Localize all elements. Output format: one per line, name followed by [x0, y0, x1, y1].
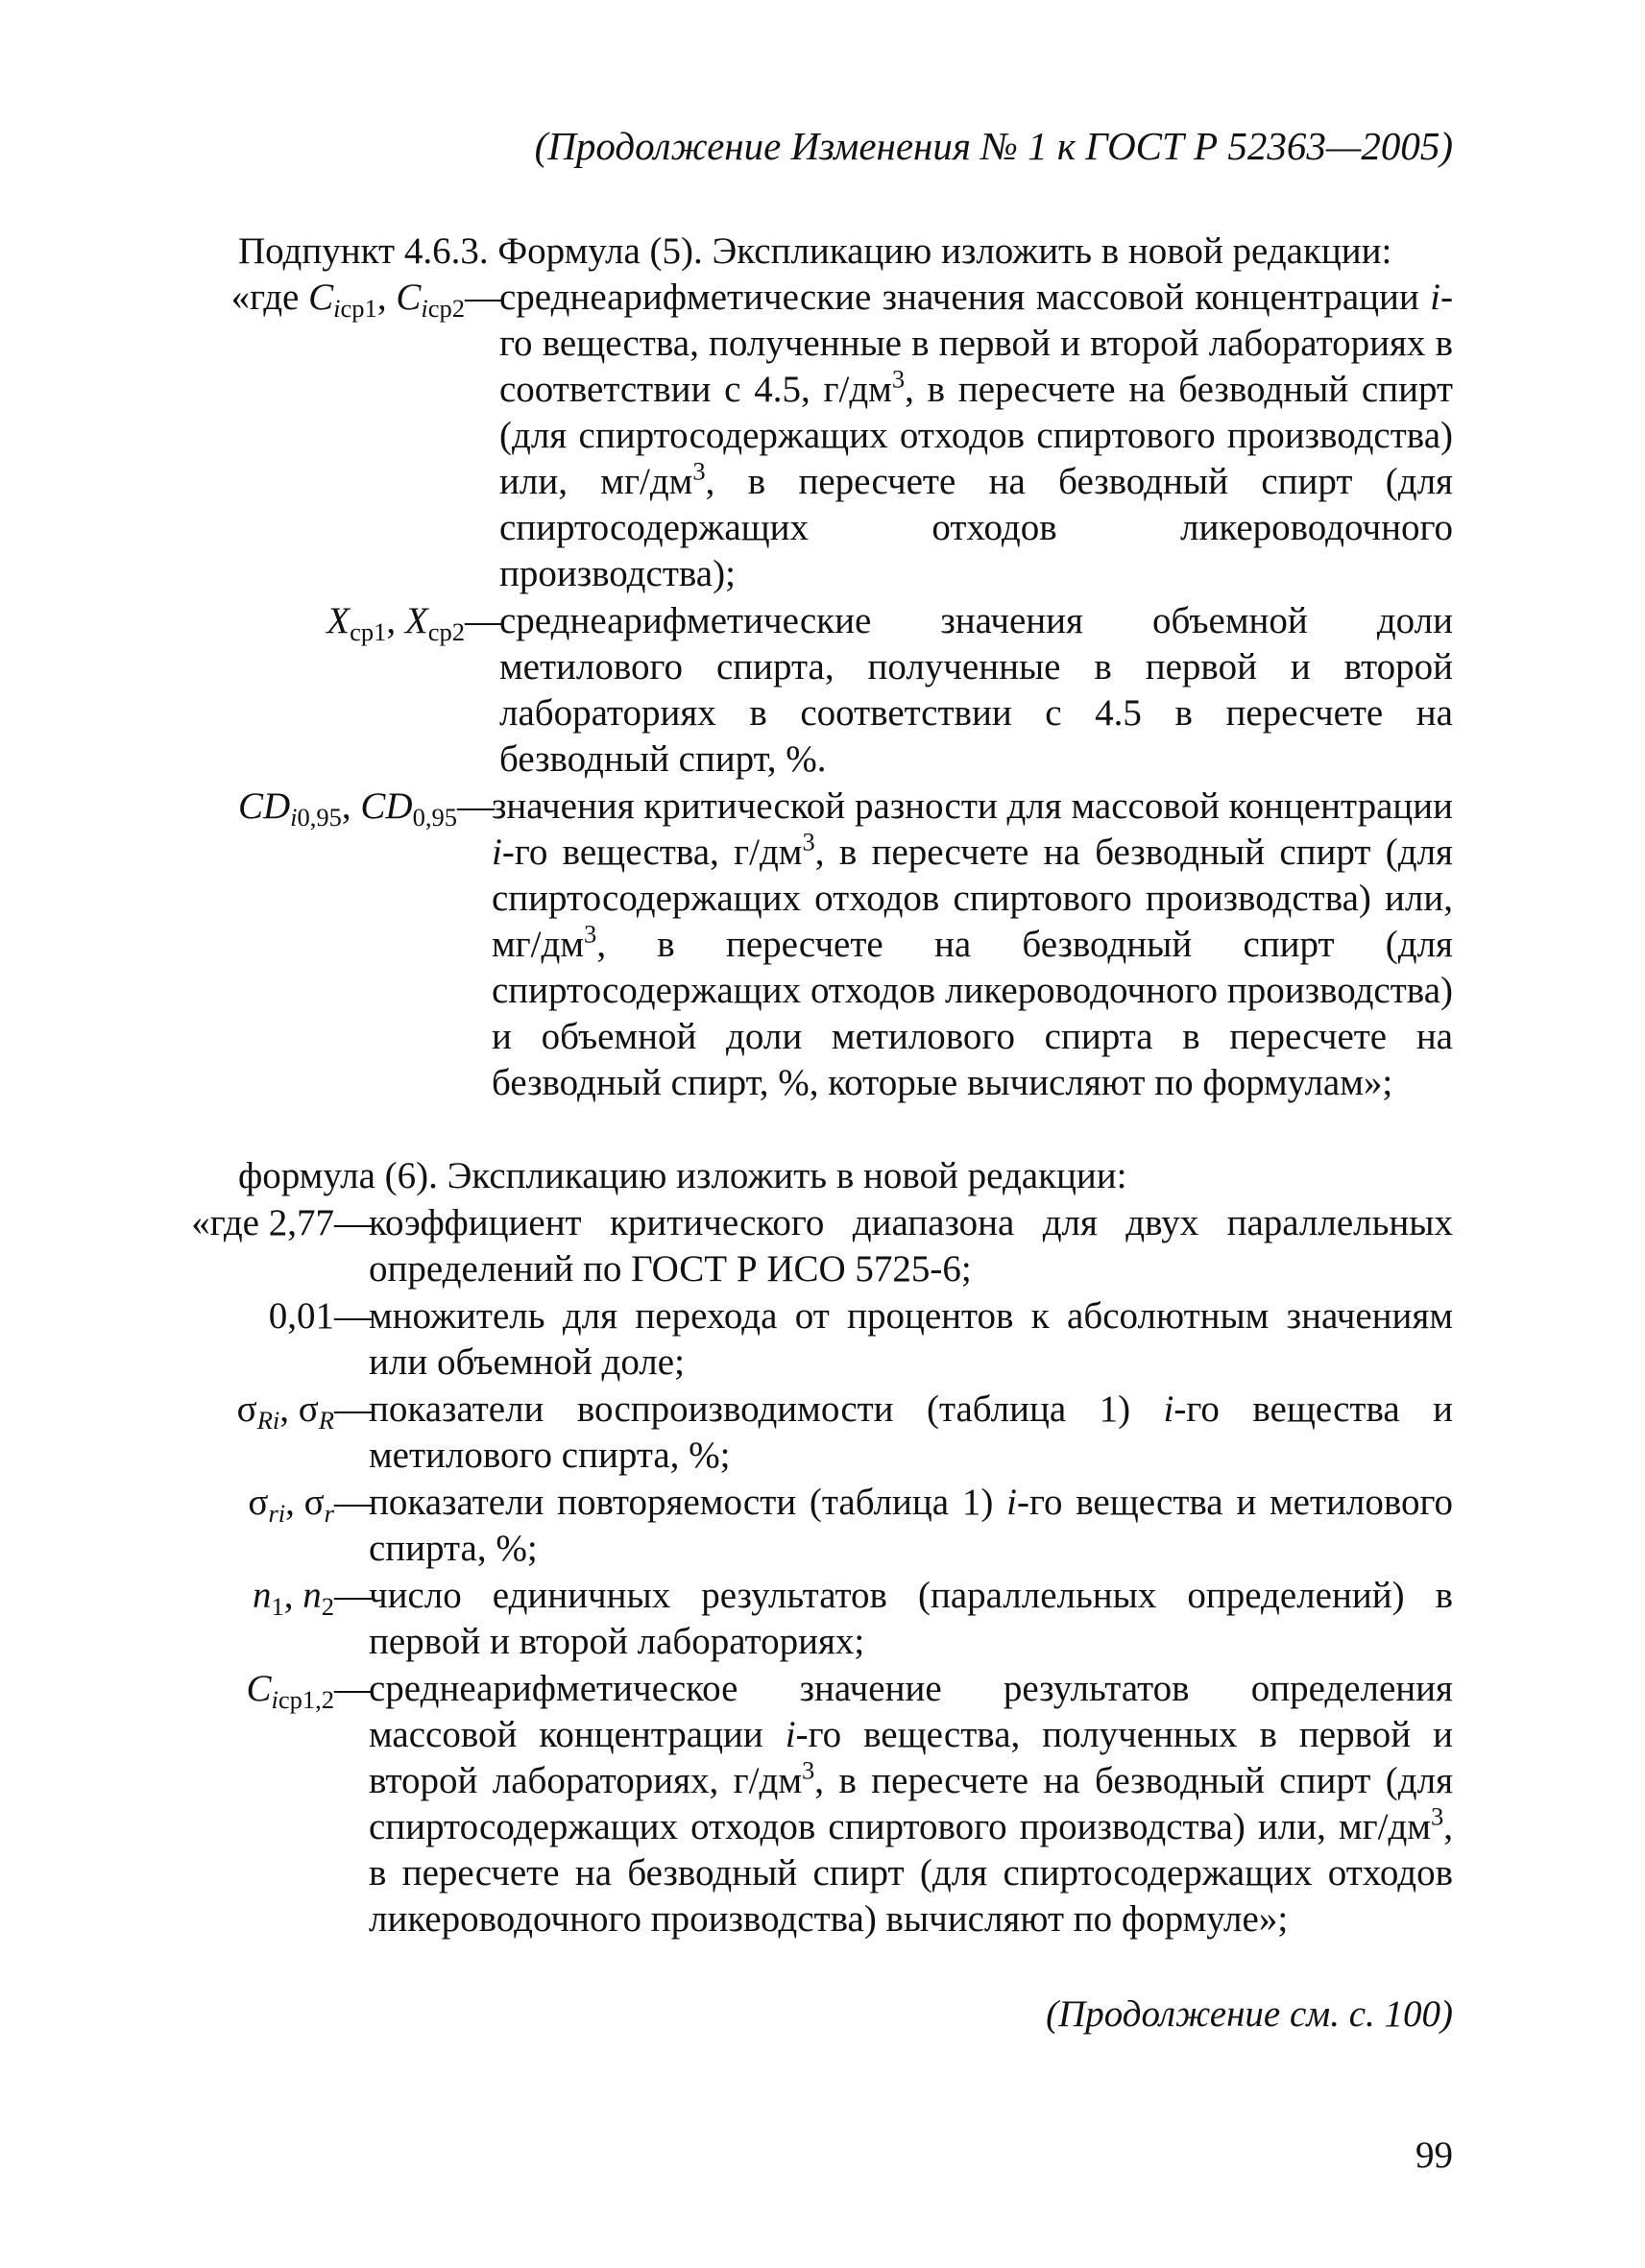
expl-item-c-mean-12 — [169, 1666, 1453, 1942]
dash: — — [334, 1202, 372, 1243]
expl-item-sigma-r — [169, 1480, 1453, 1572]
term-001: 0,01 — [268, 1295, 334, 1337]
lead-gde: «где — [230, 277, 300, 318]
dash: — — [334, 1482, 372, 1523]
desc-n: число единичных результатов (параллельных определений) в первой и второй лабораториях; — [369, 1575, 1453, 1662]
block1-intro: Подпункт 4.6.3. Формула (5). Экспликацию изложить в новой редакции: — [238, 230, 1392, 272]
dash: — — [334, 1668, 372, 1709]
term-c-mean: «где $C_{iср1}$, $C_{iср2}$ — [230, 277, 465, 323]
expl-item-c-mean — [169, 275, 1453, 597]
expl-item-n — [169, 1573, 1453, 1665]
term-cd: $CD_{i0,95}$, $CD_{0,95}$ — [237, 785, 457, 832]
expl-item-sigma-R — [169, 1387, 1453, 1479]
expl-item-277 — [169, 1200, 1453, 1292]
term-x-mean: $X_{ср1}$, $X_{ср2}$ — [327, 600, 465, 646]
block2-intro: формула (6). Экспликацию изложить в новой редакции: — [238, 1155, 1127, 1196]
expl-item-001 — [169, 1293, 1453, 1386]
dash: — — [465, 600, 502, 641]
dash: — — [457, 785, 495, 827]
term-277: «где 2,77 — [191, 1202, 334, 1243]
dash: — — [334, 1388, 372, 1430]
desc-sigma-R: показатели воспроизводимости (таблица 1) i-го вещества и метилового спирта, %; — [369, 1388, 1453, 1476]
running-header: (Продолжение Изменения № 1 к ГОСТ Р 52363—2005) — [534, 124, 1453, 168]
expl-item-cd — [169, 784, 1453, 1106]
dash: — — [465, 277, 502, 318]
term-sigma-R: $\sigma_{Ri}$, $\sigma_R$ — [236, 1388, 334, 1435]
desc-c-mean-12: среднеарифметическое значение результатов определения массовой концентрации i-го вещества, полученных в первой и второй лабораториях, $г/дм^3$, в пересчете на безводный спирт (для спиртосодержащих отходов спиртового производства) или, $мг/дм^3$, в пересчете на безводный спирт (для спиртосодержащих отходов ликероводочного производства) вычисляют по формуле»; — [369, 1668, 1454, 1940]
desc-cd: значения критической разности для массовой концентрации i-го вещества, $г/дм^3$, в пересчете на безводный спирт (для спиртосодержащих отходов спиртового производства) или, $мг/дм^3$, в пересчете на безводный спирт (для спиртосодержащих отходов ликероводочного производства) и объемной доли метилового спирта в пересчете на безводный спирт, %, которые вычисляют по формулам»; — [492, 785, 1453, 1103]
term-sigma-r: $\sigma_{ri}$, $\sigma_r$ — [248, 1482, 334, 1528]
desc-x-mean: среднеарифметические значения объемной доли метилового спирта, полученные в первой и второй лабораториях в соответствии с 4.5 в пересчете на безводный спирт, %. — [499, 600, 1453, 780]
desc-sigma-r: показатели повторяемости (таблица 1) i-го вещества и метилового спирта, %; — [369, 1482, 1454, 1569]
continuation-note: (Продолжение см. с. 100) — [1046, 1993, 1453, 2035]
explication-formula-5 — [169, 275, 1453, 1107]
desc-c-mean: среднеарифметические значения массовой концентрации i-го вещества, полученные в первой и второй лабораториях в соответствии с 4.5, $г/дм^3$, в пересчете на безводный спирт (для спиртосодержащих отходов спиртового производства) или, $мг/дм^3$, в пересчете на безводный спирт (для спиртосодержащих отходов ликероводочного производства); — [499, 277, 1453, 594]
explication-formula-6 — [169, 1200, 1453, 1943]
dash: — — [334, 1575, 372, 1616]
term-n: $n_1$, $n_2$ — [252, 1575, 334, 1621]
desc-277: коэффициент критического диапазона для двух параллельных определений по ГОСТ Р ИСО 5725-6; — [369, 1202, 1453, 1290]
term-c-mean-12: $C_{iср1,2}$ — [246, 1668, 334, 1714]
desc-001: множитель для перехода от процентов к абсолютным значениям или объемной доле; — [369, 1295, 1453, 1383]
page-number: 99 — [1415, 2135, 1453, 2176]
dash: — — [334, 1295, 372, 1337]
expl-item-x-mean — [169, 598, 1453, 783]
